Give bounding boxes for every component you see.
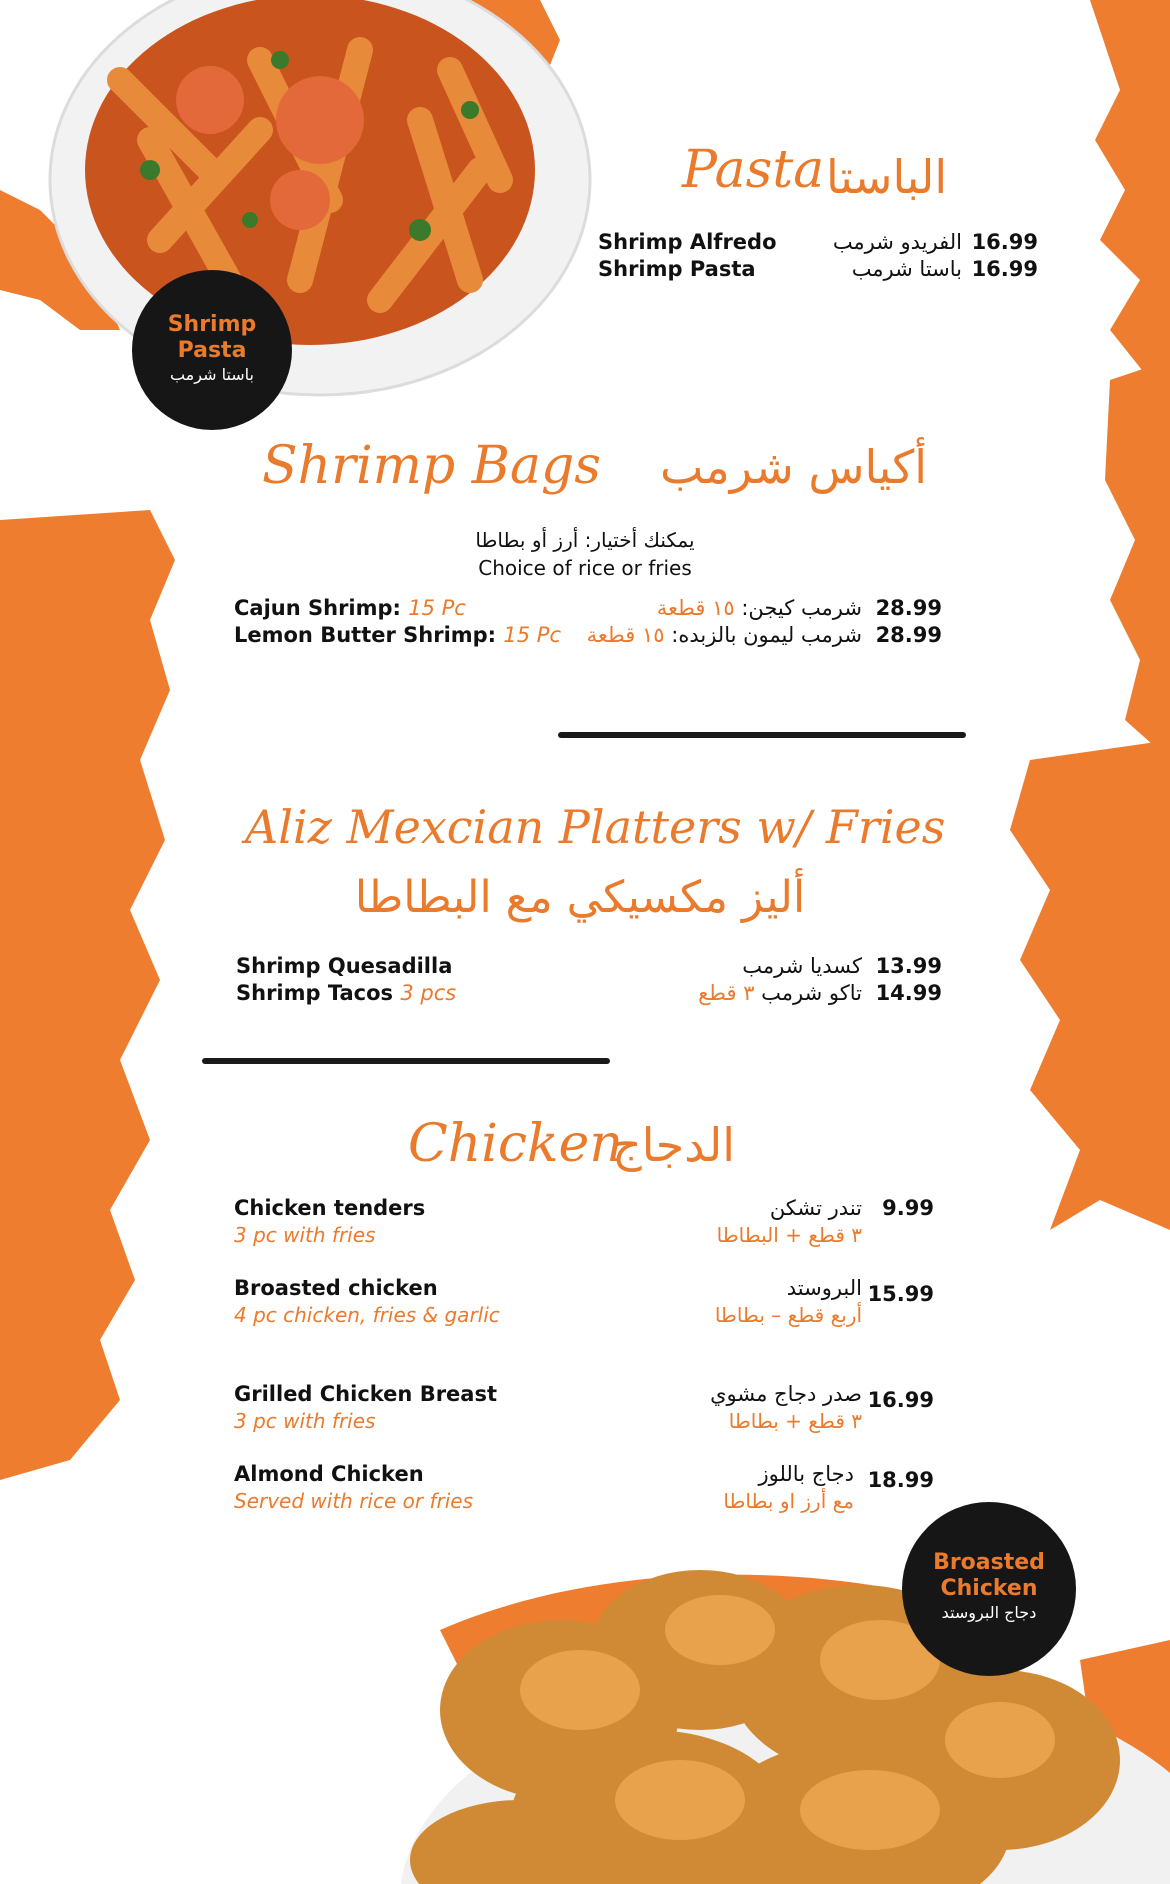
choice-note-ar: يمكنك أختيار: أرز أو بطاطا — [475, 528, 695, 552]
item-desc-en: Served with rice or fries — [234, 1489, 474, 1513]
paint-stroke-right-upper — [1105, 360, 1170, 760]
paint-stroke-left-band — [0, 510, 175, 1480]
item-desc-en: 4 pc chicken, fries & garlic — [234, 1303, 500, 1327]
menu-item — [234, 596, 942, 624]
item-qty-en: 3 pcs — [400, 981, 457, 1005]
menu-item — [234, 1382, 934, 1438]
pasta-title-ar: الباستا — [826, 150, 948, 204]
choice-note-en: Choice of rice or fries — [478, 556, 692, 580]
section-divider — [558, 732, 966, 738]
item-name-ar: كسديا شرمب — [742, 954, 862, 978]
item-price: 9.99 — [882, 1196, 934, 1220]
badge-line2: Chicken — [940, 1576, 1038, 1601]
chicken-title-ar: الدجاج — [612, 1118, 736, 1172]
item-price: 16.99 — [867, 1388, 934, 1412]
item-name-en: Shrimp Tacos — [236, 981, 394, 1005]
item-qty-en: 15 Pc — [408, 596, 466, 620]
item-price: 18.99 — [867, 1468, 934, 1492]
item-qty-ar: ٣ قطع — [698, 981, 755, 1005]
menu-item — [598, 230, 1038, 258]
item-name-ar: شرمب ليمون بالزبده: — [671, 623, 862, 647]
item-name-en: Shrimp Pasta — [598, 257, 756, 281]
item-desc-ar: ٣ قطع + البطاطا — [716, 1223, 862, 1247]
shrimp-pasta-badge — [132, 270, 292, 430]
item-name-ar: باستا شرمب — [851, 257, 962, 281]
item-price: 16.99 — [971, 230, 1038, 254]
item-price: 14.99 — [875, 981, 942, 1005]
item-name-en: Almond Chicken — [234, 1462, 424, 1486]
item-name-en: Chicken tenders — [234, 1196, 426, 1220]
item-name-en: Cajun Shrimp: — [234, 596, 401, 620]
item-name-ar: تاكو شرمب — [761, 981, 862, 1005]
item-price: 15.99 — [867, 1282, 934, 1306]
item-price: 16.99 — [971, 257, 1038, 281]
paint-stroke-right-mid — [1010, 740, 1170, 1230]
shrimp-bags-title-ar: أكياس شرمب — [660, 440, 928, 494]
badge-line1: Broasted — [933, 1550, 1045, 1575]
item-qty-en: 15 Pc — [503, 623, 562, 647]
item-name-ar: صدر دجاج مشوي — [710, 1382, 862, 1406]
item-qty-ar: ١٥ قطعة — [656, 596, 735, 620]
mexican-title-en: Aliz Mexcian Platters w/ Fries — [245, 800, 946, 854]
shrimp-pasta-image — [50, 0, 590, 395]
menu-item — [234, 1276, 934, 1332]
item-desc-ar: أربع قطع – بطاطا — [714, 1303, 862, 1327]
item-desc-ar: ٣ قطع + بطاطا — [728, 1409, 862, 1433]
broasted-chicken-badge — [902, 1502, 1076, 1676]
chicken-title-en: Chicken — [408, 1114, 623, 1174]
badge-line1: Shrimp — [167, 312, 257, 337]
item-qty-ar: ١٥ قطعة — [586, 623, 665, 647]
menu-item — [236, 954, 942, 982]
item-price: 28.99 — [875, 596, 942, 620]
item-price: 28.99 — [875, 623, 942, 647]
section-divider — [202, 1058, 610, 1064]
item-name-ar: الفريدو شرمب — [832, 230, 962, 254]
item-name-en: Grilled Chicken Breast — [234, 1382, 498, 1406]
menu-item — [234, 1196, 934, 1252]
menu-item — [234, 623, 942, 651]
item-desc-en: 3 pc with fries — [234, 1409, 376, 1433]
item-name-en: Lemon Butter Shrimp: — [234, 623, 497, 647]
item-name-en: Shrimp Quesadilla — [236, 954, 453, 978]
menu-item — [236, 981, 942, 1009]
item-name-ar: شرمب كيجن: — [741, 596, 862, 620]
badge-ar: باستا شرمب — [169, 365, 255, 384]
item-desc-ar: مع أرز او بطاطا — [723, 1489, 854, 1513]
item-name-en: Broasted chicken — [234, 1276, 438, 1300]
item-name-ar: البروستد — [786, 1276, 862, 1300]
menu-item — [598, 257, 1038, 285]
item-desc-en: 3 pc with fries — [234, 1223, 376, 1247]
shrimp-bags-title-en: Shrimp Bags — [262, 436, 601, 496]
badge-ar: دجاج البروستد — [941, 1603, 1037, 1622]
item-name-en: Shrimp Alfredo — [598, 230, 777, 254]
item-name-ar: دجاج باللوز — [758, 1462, 854, 1486]
badge-line2: Pasta — [177, 338, 247, 363]
mexican-title-ar: أليز مكسيكي مع البطاطا — [354, 872, 806, 923]
menu-item — [234, 1462, 934, 1518]
item-name-ar: تندر تشكن — [769, 1196, 862, 1220]
item-price: 13.99 — [875, 954, 942, 978]
pasta-title-en: Pasta — [682, 140, 825, 200]
